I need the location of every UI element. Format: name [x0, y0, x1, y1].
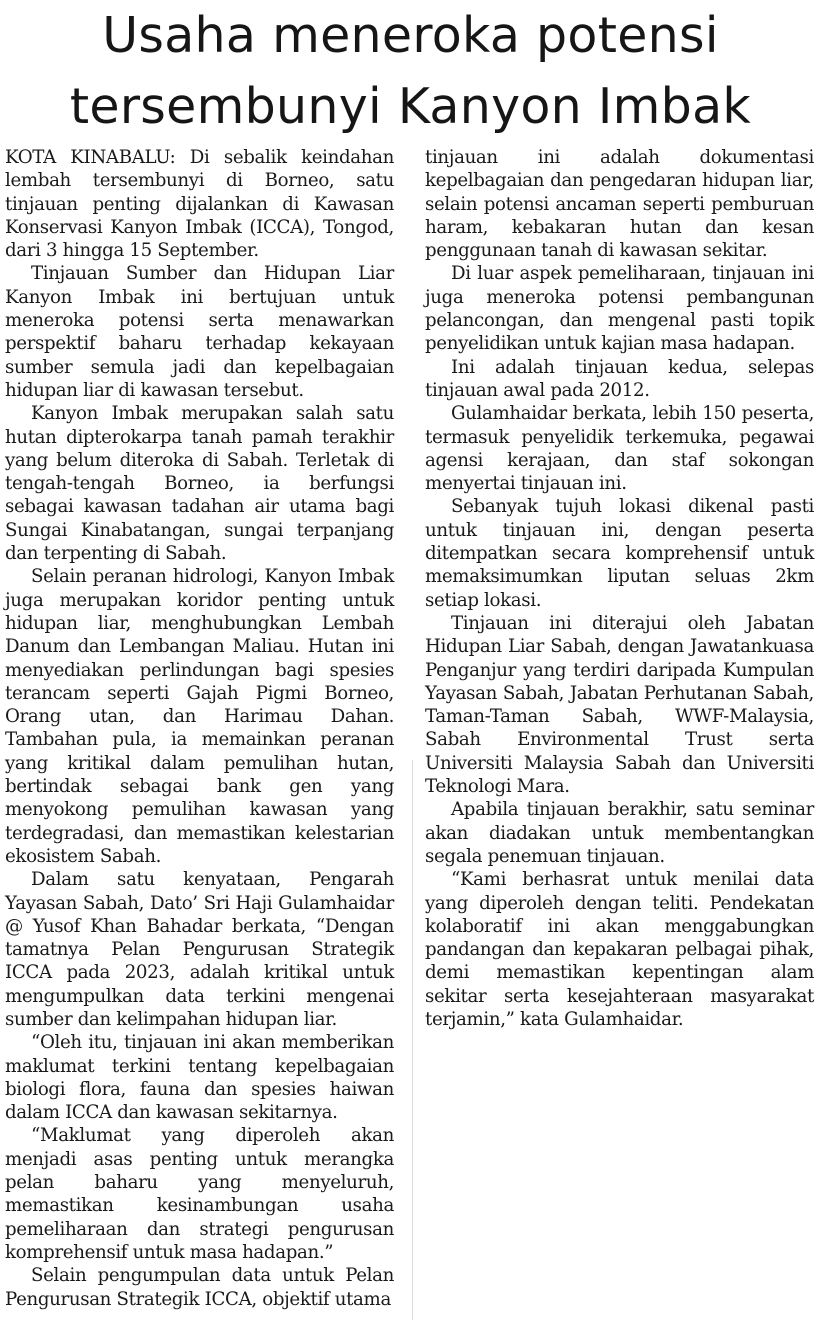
- paragraph: Apabila tinjauan berakhir, satu seminar akan diadakan untuk membentangkan segala penemuan tinjauan.: [425, 799, 814, 867]
- paragraph: Tinjauan ini diterajui oleh Jabatan Hidupan Liar Sabah, dengan Jawatankuasa Penganjur yang terdiri daripada Kumpulan Yayasan Sabah, Jabatan Perhutanan Sabah, Taman-Taman Sabah, WWF-Malaysia, Sabah Environmental Trust serta Universiti Malaysia Sabah dan Universiti Teknologi Mara.: [425, 612, 814, 798]
- paragraph: “Kami berhasrat untuk menilai data yang diperoleh dengan teliti. Pendekatan kolaboratif ini akan menggabungkan pandangan dan kepakaran pelbagai pihak, demi memastikan kepentingan alam sekitar serta kesejahteraan masyarakat terjamin,” kata Gulamhaidar.: [425, 869, 814, 1030]
- column-divider: [412, 760, 413, 1320]
- paragraph: Gulamhaidar berkata, lebih 150 peserta, termasuk penyelidik terkemuka, pegawai agensi kerajaan, dan staf sokongan menyertai tinjauan ini.: [425, 403, 814, 495]
- paragraph: Di luar aspek pemeliharaan, tinjauan ini juga meneroka potensi pembangunan pelancongan, dan mengenal pasti topik penyelidikan untuk kajian masa hadapan.: [425, 263, 814, 355]
- article-column-right: [425, 146, 814, 1031]
- headline: [0, 0, 821, 142]
- paragraph: KOTA KINABALU: Di sebalik keindahan lembah tersembunyi di Borneo, satu tinjauan penting dijalankan di Kawasan Konservasi Kanyon Imbak (ICCA), Tongod, dari 3 hingga 15 September.: [5, 147, 394, 262]
- paragraph: Tinjauan Sumber dan Hidupan Liar Kanyon Imbak ini bertujuan untuk meneroka potensi serta menawarkan perspektif baharu terhadap kekayaan sumber semula jadi dan kepelbagaian hidupan liar di kawasan tersebut.: [5, 263, 394, 401]
- paragraph: Dalam satu kenyataan, Pengarah Yayasan Sabah, Dato’ Sri Haji Gulamhaidar @ Yusof Khan Bahadar berkata, “Dengan tamatnya Pelan Pengurusan Strategik ICCA pada 2023, adalah kritikal untuk mengumpulkan data terkini mengenai sumber dan kelimpahan hidupan liar.: [5, 869, 394, 1030]
- paragraph: Sebanyak tujuh lokasi dikenal pasti untuk tinjauan ini, dengan peserta ditempatkan secara komprehensif untuk memaksimumkan liputan seluas 2km setiap lokasi.: [425, 496, 814, 611]
- paragraph: tinjauan ini adalah dokumentasi kepelbagaian dan pengedaran hidupan liar, selain potensi ancaman seperti pemburuan haram, kebakaran hutan dan kesan penggunaan tanah di kawasan sekitar.: [425, 147, 814, 262]
- paragraph: Selain pengumpulan data untuk Pelan Pengurusan Strategik ICCA, objektif utama: [5, 1265, 394, 1310]
- paragraph: Selain peranan hidrologi, Kanyon Imbak juga merupakan koridor penting untuk hidupan liar, menghubungkan Lembah Danum dan Lembangan Maliau. Hutan ini menyediakan perlindungan bagi spesies terancam seperti Gajah Pigmi Borneo, Orang utan, dan Harimau Dahan. Tambahan pula, ia memainkan peranan yang kritikal dalam pemulihan hutan, bertindak sebagai bank gen yang menyokong pemulihan kawasan yang terdegradasi, dan memastikan kelestarian ekosistem Sabah.: [5, 566, 394, 867]
- paragraph: Ini adalah tinjauan kedua, selepas tinjauan awal pada 2012.: [425, 356, 814, 401]
- paragraph: “Maklumat yang diperoleh akan menjadi asas penting untuk merangka pelan baharu yang menyeluruh, memastikan kesinambungan usaha pemeliharaan dan strategi pengurusan komprehensif untuk masa hadapan.”: [5, 1125, 394, 1263]
- headline-line-2: tersembunyi Kanyon Imbak: [69, 78, 752, 135]
- paragraph: Kanyon Imbak merupakan salah satu hutan dipterokarpa tanah pamah terakhir yang belum diteroka di Sabah. Terletak di tengah-tengah Borneo, ia berfungsi sebagai kawasan tadahan air utama bagi Sungai Kinabatangan, sungai terpanjang dan terpenting di Sabah.: [5, 403, 394, 565]
- paragraph: “Oleh itu, tinjauan ini akan memberikan maklumat terkini tentang kepelbagaian biologi flora, fauna dan spesies haiwan dalam ICCA dan kawasan sekitarnya.: [5, 1032, 394, 1124]
- article-column-left: [5, 146, 394, 1311]
- headline-line-1: Usaha meneroka potensi: [102, 7, 719, 64]
